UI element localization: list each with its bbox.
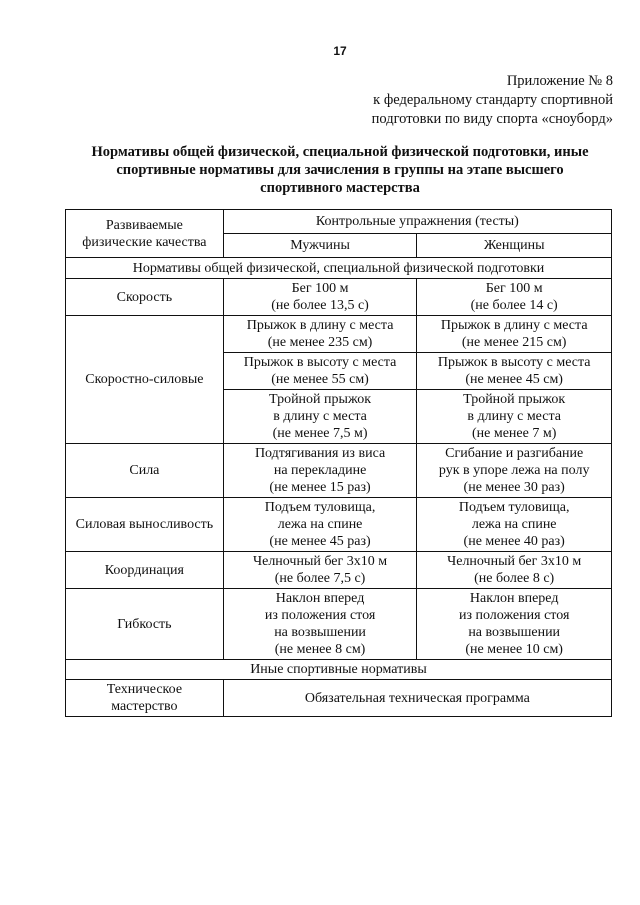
women-norm-line: Челночный бег 3x10 м	[447, 554, 582, 569]
women-norm-line: (не менее 30 раз)	[463, 480, 565, 495]
women-norm-line: (не более 14 с)	[470, 298, 558, 313]
men-norm-cell	[223, 589, 417, 660]
norm-row	[66, 444, 612, 498]
women-norm-line: Бег 100 м	[485, 281, 543, 296]
norm-row	[66, 589, 612, 660]
section-row	[66, 660, 612, 680]
men-norm-cell	[223, 390, 417, 444]
quality-cell: Скорость	[66, 279, 224, 316]
women-norm-line: Прыжок в длину с места	[440, 318, 588, 333]
women-norm-line: лежа на спине	[471, 517, 557, 532]
norm-row	[66, 552, 612, 589]
women-norm-line: (не более 8 с)	[474, 571, 555, 586]
women-norm-line: Наклон вперед	[469, 591, 559, 606]
men-norm-line: на возвышении	[274, 625, 366, 640]
men-norm-line: Подъем туловища,	[264, 500, 376, 515]
men-norm-line: в длину с места	[273, 409, 367, 424]
women-norm-cell	[417, 316, 612, 353]
header-tests: Контрольные упражнения (тесты)	[223, 210, 611, 234]
men-norm-line: (не менее 235 см)	[267, 335, 373, 350]
appendix-sport: подготовки по виду спорта «сноуборд»	[371, 111, 613, 127]
technical-quality-line: мастерство	[111, 699, 178, 714]
header-men: Мужчины	[223, 234, 417, 258]
men-norm-line: (не более 13,5 с)	[271, 298, 369, 313]
men-norm-cell	[223, 279, 417, 316]
section-general-training: Нормативы общей физической, специальной физической подготовки	[66, 258, 612, 279]
section-other-norms: Иные спортивные нормативы	[66, 660, 612, 680]
women-norm-cell	[417, 498, 612, 552]
women-norm-line: Сгибание и разгибание	[445, 446, 584, 461]
technical-quality-line: Техническое	[106, 682, 183, 697]
norm-row	[66, 498, 612, 552]
men-norm-line: Наклон вперед	[275, 591, 365, 606]
technical-row	[66, 680, 612, 717]
women-norm-line: в длину с места	[467, 409, 561, 424]
quality-cell: Сила	[66, 444, 224, 498]
norm-row	[66, 316, 612, 353]
women-norm-line: на возвышении	[468, 625, 561, 640]
men-norm-line: (не менее 7,5 м)	[272, 426, 368, 441]
men-norm-line: Прыжок в высоту с места	[243, 355, 397, 370]
men-norm-cell	[223, 552, 417, 589]
women-norm-line: (не менее 215 см)	[461, 335, 567, 350]
women-norm-line: рук в упоре лежа на полу	[438, 463, 590, 478]
women-norm-cell	[417, 390, 612, 444]
women-norm-cell	[417, 353, 612, 390]
technical-program-cell: Обязательная техническая программа	[223, 680, 611, 717]
men-norm-line: Тройной прыжок	[269, 392, 372, 407]
men-norm-cell	[223, 316, 417, 353]
women-norm-cell	[417, 444, 612, 498]
women-norm-cell	[417, 552, 612, 589]
norm-row	[66, 279, 612, 316]
appendix-reference: к федеральному стандарту спортивной	[373, 92, 613, 108]
technical-quality-cell	[66, 680, 224, 717]
men-norm-line: (не менее 15 раз)	[269, 480, 371, 495]
quality-cell: Силовая выносливость	[66, 498, 224, 552]
women-norm-line: (не менее 10 см)	[465, 642, 563, 657]
women-norm-line: Тройной прыжок	[463, 392, 566, 407]
header-qualities	[66, 210, 224, 258]
title-line-3: спортивного мастерства	[260, 180, 420, 196]
section-row	[66, 258, 612, 279]
men-norm-line: лежа на спине	[277, 517, 363, 532]
men-norm-cell	[223, 353, 417, 390]
norms-table	[65, 209, 612, 717]
men-norm-line: (не менее 55 см)	[271, 372, 369, 387]
men-norm-line: (не менее 45 раз)	[269, 534, 371, 549]
page-number: 17	[333, 44, 347, 58]
men-norm-line: (не менее 8 см)	[274, 642, 366, 657]
men-norm-line: Челночный бег 3x10 м	[253, 554, 388, 569]
men-norm-cell	[223, 444, 417, 498]
norms-table-body	[66, 210, 612, 717]
quality-cell: Координация	[66, 552, 224, 589]
women-norm-line: из положения стоя	[458, 608, 570, 623]
women-norm-cell	[417, 279, 612, 316]
appendix-number: Приложение № 8	[506, 73, 613, 89]
title-line-2: спортивные нормативы для зачисления в группы на этапе высшего	[116, 162, 564, 178]
men-norm-line: Прыжок в длину с места	[246, 318, 394, 333]
men-norm-line: Подтягивания из виса	[254, 446, 386, 461]
quality-cell: Скоростно-силовые	[66, 316, 224, 444]
quality-cell: Гибкость	[66, 589, 224, 660]
header-women: Женщины	[417, 234, 612, 258]
women-norm-line: (не менее 40 раз)	[463, 534, 565, 549]
appendix-heading	[372, 72, 613, 129]
header-row	[66, 210, 612, 234]
header-qualities-line: Развиваемые	[105, 217, 183, 233]
title-line-1: Нормативы общей физической, специальной физической подготовки, иные	[91, 144, 589, 160]
document-title	[60, 143, 620, 197]
men-norm-cell	[223, 498, 417, 552]
women-norm-line: Подъем туловища,	[458, 500, 570, 515]
men-norm-line: Бег 100 м	[291, 281, 349, 296]
women-norm-cell	[417, 589, 612, 660]
women-norm-line: (не менее 7 м)	[471, 426, 557, 441]
header-qualities-line: физические качества	[82, 234, 207, 250]
men-norm-line: на перекладине	[273, 463, 367, 478]
men-norm-line: из положения стоя	[264, 608, 376, 623]
women-norm-line: Прыжок в высоту с места	[437, 355, 591, 370]
men-norm-line: (не более 7,5 с)	[274, 571, 366, 586]
women-norm-line: (не менее 45 см)	[465, 372, 563, 387]
